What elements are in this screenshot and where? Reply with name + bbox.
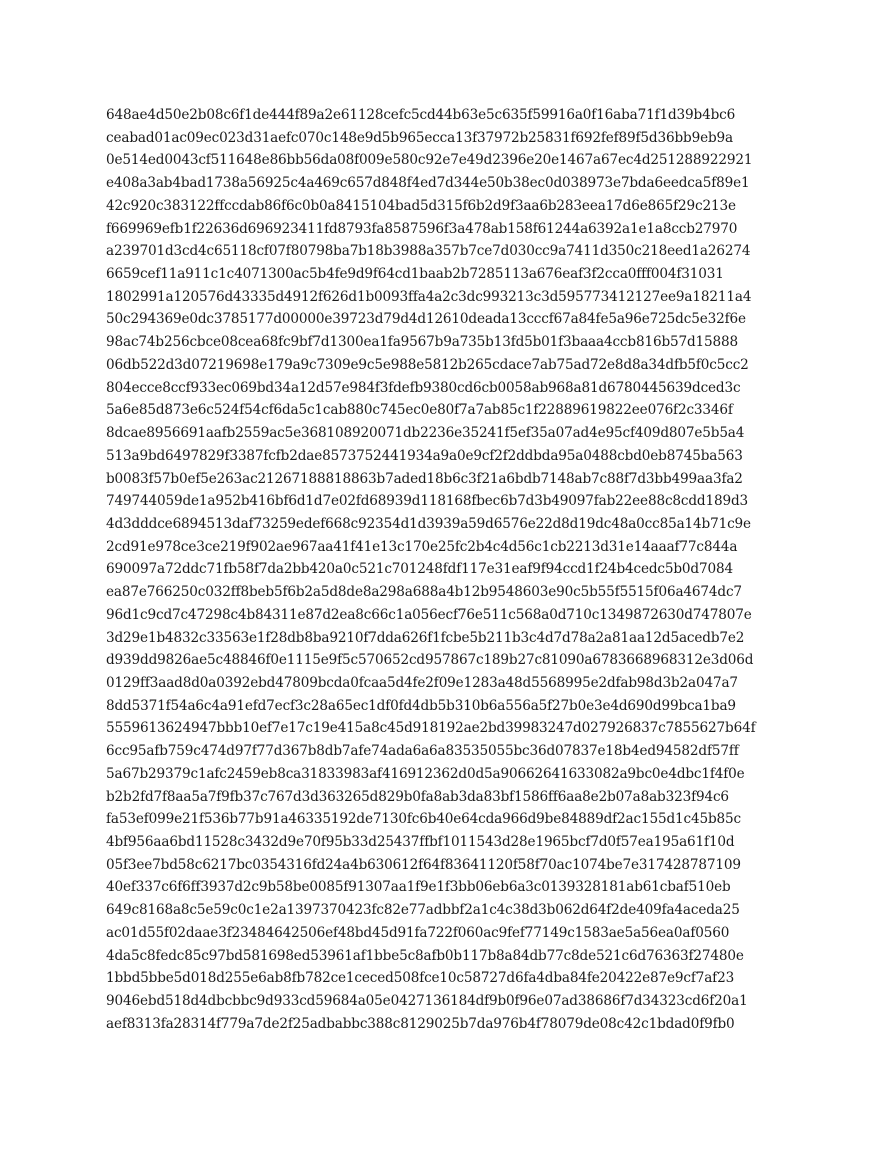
text-line: 8dd5371f54a6c4a91efd7ecf3c28a65ec1df0fd4db5b310b6a556a5f27b0e3e4d690d99bca1ba9 [106, 697, 736, 714]
text-line: 1bbd5bbe5d018d255e6ab8fb782ce1ceced508fce10c58727d6fa4dba84fe20422e87e9cf7af23 [106, 970, 735, 987]
text-line: 1802991a120576d43335d4912f626d1b0093ffa4a2c3dc993213c3d595773412127ee9a18211a4 [106, 288, 752, 305]
text-line: 513a9bd6497829f3387fcfb2dae8573752441934a9a0e9cf2f2ddbda95a0488cbd0eb8745ba563 [106, 447, 743, 464]
text-line: 5a6e85d873e6c524f54cf6da5c1cab880c745ec0e80f7a7ab85c1f22889619822ee076f2c3346f [106, 402, 733, 419]
text-line: 06db522d3d07219698e179a9c7309e9c5e988e5812b265cdace7ab75ad72e8d8a34dfb5f0c5cc2 [106, 356, 749, 373]
text-line: 4d3dddce6894513daf73259edef668c92354d1d3939a59d6576e22d8d19dc48a0cc85a14b71c9e [106, 515, 751, 532]
text-line: 42c920c383122ffccdab86f6c0b0a8415104bad5d315f6b2d9f3aa6b283eea17d6e865f29c213e [106, 197, 736, 214]
text-line: 4da5c8fedc85c97bd581698ed53961af1bbe5c8afb0b117b8a84db77c8de521c6d76363f27480e [106, 947, 744, 964]
text-line: 0e514ed0043cf511648e86bb56da08f009e580c92e7e49d2396e20e1467a67ec4d251288922921 [106, 152, 753, 169]
text-line: 690097a72ddc71fb58f7da2bb420a0c521c701248fdf117e31eaf9f94ccd1f24b4cedc5b0d7084 [106, 561, 733, 578]
text-line: fa53ef099e21f536b77b91a46335192de7130fc6b40e64cda966d9be84889df2ac155d1c45b85c [106, 811, 741, 828]
text-line: 98ac74b256cbce08cea68fc9bf7d1300ea1fa9567b9a735b13fd5b01f3baaa4ccb816b57d15888 [106, 334, 739, 351]
text-line: ac01d55f02daae3f23484642506ef48bd45d91fa722f060ac9fef77149c1583ae5a56ea0af0560 [106, 924, 730, 941]
text-line: 3d29e1b4832c33563e1f28db8ba9210f7dda626f1fcbe5b211b3c4d7d78a2a81aa12d5acedb7e2 [106, 629, 745, 646]
text-line: a239701d3cd4c65118cf07f80798ba7b18b3988a357b7ce7d030cc9a7411d350c218eed1a26274 [106, 243, 751, 260]
text-line: 5a67b29379c1afc2459eb8ca31833983af416912362d0d5a90662641633082a9bc0e4dbc1f4f0e [106, 765, 745, 782]
text-line: 749744059de1a952b416bf6d1d7e02fd68939d118168fbec6b7d3b49097fab22ee88c8cdd189d3 [106, 493, 749, 510]
text-line: ceabad01ac09ec023d31aefc070c148e9d5b965ecca13f37972b25831f692fef89f5d36bb9eb9a [106, 129, 733, 146]
text-line: 96d1c9cd7c47298c4b84311e87d2ea8c66c1a056ecf76e511c568a0d710c1349872630d747807e [106, 606, 752, 623]
text-line: aef8313fa28314f779a7de2f25adbabbc388c8129025b7da976b4f78079de08c42c1bdad0f9fb0 [106, 1015, 735, 1032]
text-line: 6cc95afb759c474d97f77d367b8db7afe74ada6a6a83535055bc36d07837e18b4ed94582df57ff [106, 743, 739, 760]
text-line: 4bf956aa6bd11528c3432d9e70f95b33d25437ffbf1011543d28e1965bcf7d0f57ea195a61f10d [106, 834, 735, 850]
text-line: 05f3ee7bd58c6217bc0354316fd24a4b630612f64f83641120f58f70ac1074be7e317428787109 [106, 856, 741, 873]
text-line: 40ef337c6f6ff3937d2c9b58be0085f91307aa1f9e1f3bb06eb6a3c0139328181ab61cbaf510eb [106, 879, 731, 896]
text-line: 2cd91e978ce3ce219f902ae967aa41f41e13c170e25fc2b4c4d56c1cb2213d31e14aaaf77c844a [106, 538, 738, 555]
hex-text-block [106, 104, 796, 1035]
text-line: 804ecce8ccf933ec069bd34a12d57e984f3fdefb9380cd6cb0058ab968a81d6780445639dced3c [106, 379, 741, 396]
text-line: b2b2fd7f8aa5a7f9fb37c767d3d363265d829b0fa8ab3da83bf1586ff6aa8e2b07a8ab323f94c6 [106, 788, 729, 805]
text-line: 0129ff3aad8d0a0392ebd47809bcda0fcaa5d4fe2f09e1283a48d5568995e2dfab98d3b2a047a7 [106, 674, 738, 691]
text-line: f669969efb1f22636d696923411fd8793fa8587596f3a478ab158f61244a6392a1e1a8ccb27970 [106, 220, 738, 237]
text-line: e408a3ab4bad1738a56925c4a469c657d848f4ed7d344e50b38ec0d038973e7bda6eedca5f89e1 [106, 175, 750, 192]
text-line: 50c294369e0dc3785177d00000e39723d79d4d12610deada13cccf67a84fe5a96e725dc5e32f6e [106, 311, 746, 328]
text-line: 6659cef11a911c1c4071300ac5b4fe9d9f64cd1baab2b7285113a676eaf3f2cca0fff004f31031 [106, 266, 724, 283]
text-line: b0083f57b0ef5e263ac21267188818863b7aded18b6c3f21a6bdb7148ab7c88f7d3bb499aa3fa2 [106, 470, 743, 487]
text-line: 648ae4d50e2b08c6f1de444f89a2e61128cefc5cd44b63e5c635f59916a0f16aba71f1d39b4bc6 [106, 107, 736, 123]
text-line: 5559613624947bbb10ef7e17c19e415a8c45d918192ae2bd39983247d027926837c7855627b64f [106, 720, 756, 737]
text-line: 9046ebd518d4dbcbbc9d933cd59684a05e0427136184df9b0f96e07ad38686f7d34323cd6f20a1 [106, 993, 748, 1010]
text-line: d939dd9826ae5c48846f0e1115e9f5c570652cd957867c189b27c81090a6783668968312e3d06d [106, 652, 754, 669]
text-line: 649c8168a8c5e59c0c1e2a1397370423fc82e77adbbf2a1c4c38d3b062d64f2de409fa4aceda25 [106, 902, 740, 919]
text-line: ea87e766250c032ff8beb5f6b2a5d8de8a298a688a4b12b9548603e90c5b55f5515f06a4674dc7 [106, 584, 742, 601]
text-line: 8dcae8956691aafb2559ac5e368108920071db2236e35241f5ef35a07ad4e95cf409d807e5b5a4 [106, 425, 745, 442]
